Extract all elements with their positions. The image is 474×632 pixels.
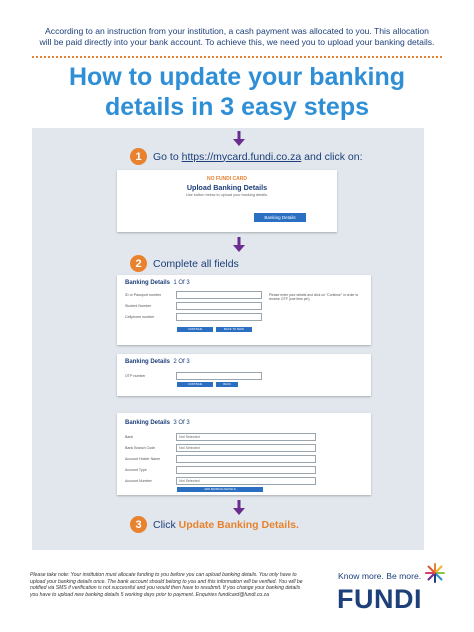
tagline: Know more. Be more. xyxy=(338,571,422,581)
fundi-star-logo-icon xyxy=(424,562,446,584)
account-type-select[interactable] xyxy=(176,466,316,474)
id-passport-input[interactable] xyxy=(176,291,262,299)
branch-code-select[interactable]: Not Selected xyxy=(176,444,316,452)
field-label-holder: Account Holder Name xyxy=(125,457,161,461)
form-3-title-text: Banking Details xyxy=(125,420,171,426)
banking-form-step-2 xyxy=(117,354,371,396)
step-2-text: Complete all fields xyxy=(153,257,239,270)
back-button[interactable]: BACK xyxy=(216,382,238,387)
otp-input[interactable] xyxy=(176,372,262,380)
student-number-input[interactable] xyxy=(176,302,262,310)
field-label-otp: OTP number xyxy=(125,374,146,378)
step-1-suffix: and click on: xyxy=(301,150,363,163)
dotted-divider xyxy=(32,56,442,58)
field-label-cellphone: Cellphone number xyxy=(125,315,155,319)
arrow-down-icon xyxy=(233,131,245,147)
add-banking-details-button[interactable]: ADD BANKING DETAILS xyxy=(177,487,263,492)
banking-form-step-3 xyxy=(117,413,371,495)
footer-note: Please take note: Your institution must allocate funding to you before you can upload banking details. You only have to upload your banking details once. The bank account should belong to you and this information will be verified. You will be notified via SMS if verification is not successful and you would then have to resubmit. If you change your banking details you have to upload new banking details 5 working days prior to payment. Enquiries fundicard@fundi.co.za xyxy=(30,572,303,598)
form-3-step: 3 Of 3 xyxy=(173,420,190,426)
step-3-number: 3 xyxy=(130,516,147,533)
banking-form-step-1 xyxy=(117,275,371,345)
upload-card-title: Upload Banking Details xyxy=(186,183,268,192)
step-3 xyxy=(130,516,299,533)
cellphone-input[interactable] xyxy=(176,313,262,321)
field-label-id: ID or Passport number xyxy=(125,293,162,297)
field-label-type: Account Type xyxy=(125,468,147,472)
form-1-step: 1 Of 3 xyxy=(173,280,190,286)
arrow-down-icon xyxy=(233,500,245,516)
step-1 xyxy=(130,148,363,165)
form-2-title-text: Banking Details xyxy=(125,359,171,365)
field-label-bank: Bank xyxy=(125,435,134,439)
form-2-title xyxy=(125,359,190,365)
bank-select[interactable]: Not Selected xyxy=(176,433,316,441)
account-holder-input[interactable] xyxy=(176,455,316,463)
continue-button[interactable]: CONTINUE xyxy=(177,382,213,387)
update-banking-details-highlight: Update Banking Details. xyxy=(178,518,299,531)
field-label-number: Account Number xyxy=(125,479,152,483)
field-label-branch: Bank Branch Code xyxy=(125,446,156,450)
headline xyxy=(20,62,454,122)
intro-line-2: will be paid directly into your bank account. To achieve this, we need you to upload your banking details. xyxy=(39,37,435,47)
form-1-title-text: Banking Details xyxy=(125,280,171,286)
step-1-prefix: Go to xyxy=(153,150,182,163)
step-3-prefix: Click xyxy=(153,518,179,531)
field-label-student: Student Number xyxy=(125,304,152,308)
back-to-main-button[interactable]: BACK TO MAIN xyxy=(216,327,252,332)
step-3-text xyxy=(153,519,299,531)
intro-line-1: According to an instruction from your institution, a cash payment was allocated to you. This allocation xyxy=(45,26,429,36)
upload-card-subtitle: Use button below to upload your banking details. xyxy=(186,193,268,197)
arrow-down-icon xyxy=(233,237,245,253)
form-1-title xyxy=(125,280,190,286)
mycard-link[interactable]: https://mycard.fundi.co.za xyxy=(181,150,302,163)
headline-line-2: details in 3 easy steps xyxy=(104,93,370,121)
step-2-number: 2 xyxy=(130,255,147,272)
step-1-number: 1 xyxy=(130,148,147,165)
step-2 xyxy=(130,255,239,272)
upload-banking-card xyxy=(117,170,337,232)
brand-logo-text: FUNDI xyxy=(337,584,422,614)
account-number-input[interactable]: Not Selected xyxy=(176,477,316,485)
intro-text xyxy=(32,26,442,48)
form-1-help: Please enter your details and click on "Continue" in order to receive OTP (one time pin) xyxy=(269,293,359,302)
banking-details-button[interactable]: Banking Details xyxy=(254,213,306,222)
step-1-text xyxy=(153,151,363,163)
headline-line-1: How to update your banking xyxy=(68,63,406,91)
no-card-warning: NO FUNDI CARD xyxy=(207,176,247,182)
form-3-title xyxy=(125,420,190,426)
continue-button[interactable]: CONTINUE xyxy=(177,327,213,332)
form-2-step: 2 Of 3 xyxy=(173,359,190,365)
